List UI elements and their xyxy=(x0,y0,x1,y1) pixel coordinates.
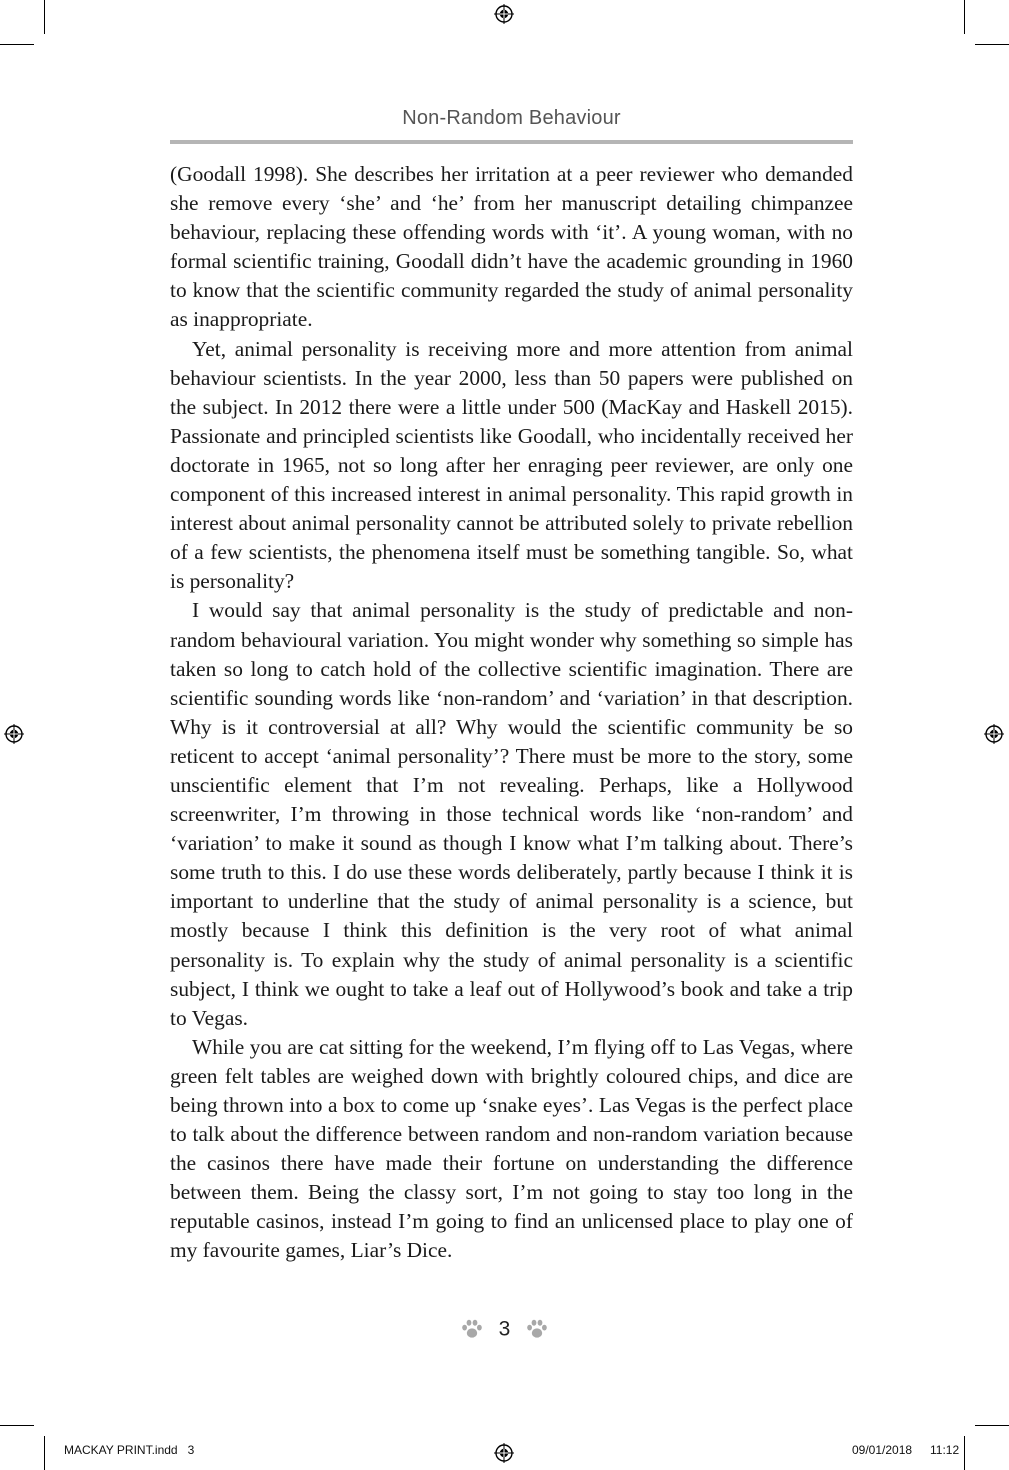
paragraph: I would say that animal personality is the study of predictable and non-random behavioural variation. You might wonder why something so simple has taken so long to catch hold of the collective scientific imagination. There are scientific sounding words like ‘non-random’ and ‘variation’ in that description. Why is it controversial at all? Why would the scientific community be so reticent to accept ‘animal personality’? There must be more to the story, some unscientific element that I’m not revealing. Perhaps, like a Hollywood screenwriter, I’m throwing in those technical words like ‘non-random’ and ‘variation’ to make it sound as though I know what I’m talking about. There’s some truth to this. I do use these words deliberately, partly because I think it is important to underline that the study of animal personality is a science, but mostly because I think this definition is the very root of what animal personality is. To explain why the study of animal personality is a scientific subject, I think we ought to take a leaf out of Hollywood’s book and take a trip to Vegas. xyxy=(170,598,853,1030)
crop-mark-bottom-right xyxy=(975,1425,1009,1426)
registration-mark-icon xyxy=(4,724,24,744)
running-head: Non-Random Behaviour xyxy=(402,107,621,129)
crop-mark-top-right xyxy=(975,44,1009,45)
registration-mark-icon xyxy=(494,4,514,24)
paragraph: Yet, animal personality is receiving more and more attention from animal behaviour scientists. In the year 2000, less than 50 papers were published on the subject. In 2012 there were a little under 500 (MacKay and Haskell 2015). Passionate and principled scientists like Goodall, who incidentally received her doctorate in 1965, not so long after her enraging peer reviewer, are only one component of this increased interest in animal personality. This rapid growth in interest about animal personality cannot be attributed solely to private rebellion of a few scientists, the phenomena itself must be something tangible. So, what is personality? xyxy=(170,336,853,594)
crop-mark-top-left xyxy=(0,44,34,45)
paw-print-icon xyxy=(461,1319,483,1339)
paragraph: While you are cat sitting for the weekend, I’m flying off to Las Vegas, where green felt tables are weighed down with brightly coloured chips, and dice are being thrown into a box to come up ‘snake eyes’. Las Vegas is the perfect place to talk about the difference between random and non-random variation because the casinos there have made their fortune on understanding the difference between them. Being the classy sort, I’m not going to stay too long in the reputable casinos, instead I’m going to find an unlicensed place to play one of my favourite games, Liar’s Dice. xyxy=(170,1034,853,1263)
crop-mark-bottom-left xyxy=(0,1425,34,1426)
slug-time: 11:12 xyxy=(930,1443,960,1457)
slug-filename: MACKAY PRINT.indd 3 xyxy=(64,1443,195,1457)
registration-mark-icon xyxy=(984,724,1004,744)
paragraph: (Goodall 1998). She describes her irritation at a peer reviewer who demanded she remove every ‘she’ and ‘he’ from her manuscript detailing chimpanzee behaviour, replacing these offending words with ‘it’. A young woman, with no formal scientific training, Goodall didn’t have the academic grounding in 1960 to know that the scientific community regarded the study of animal personality as inappropriate. xyxy=(170,162,853,332)
crop-mark-bottom-left xyxy=(44,1436,45,1470)
registration-mark-icon xyxy=(494,1443,514,1463)
running-head-rule xyxy=(170,140,853,144)
crop-mark-bottom-right xyxy=(964,1436,965,1470)
folio xyxy=(0,1317,1009,1341)
body-text xyxy=(170,160,853,1266)
paw-print-icon xyxy=(526,1319,548,1339)
crop-mark-top-right xyxy=(964,0,965,34)
page-number: 3 xyxy=(498,1317,511,1341)
crop-mark-top-left xyxy=(44,0,45,34)
slug-date: 09/01/2018 xyxy=(852,1443,913,1457)
